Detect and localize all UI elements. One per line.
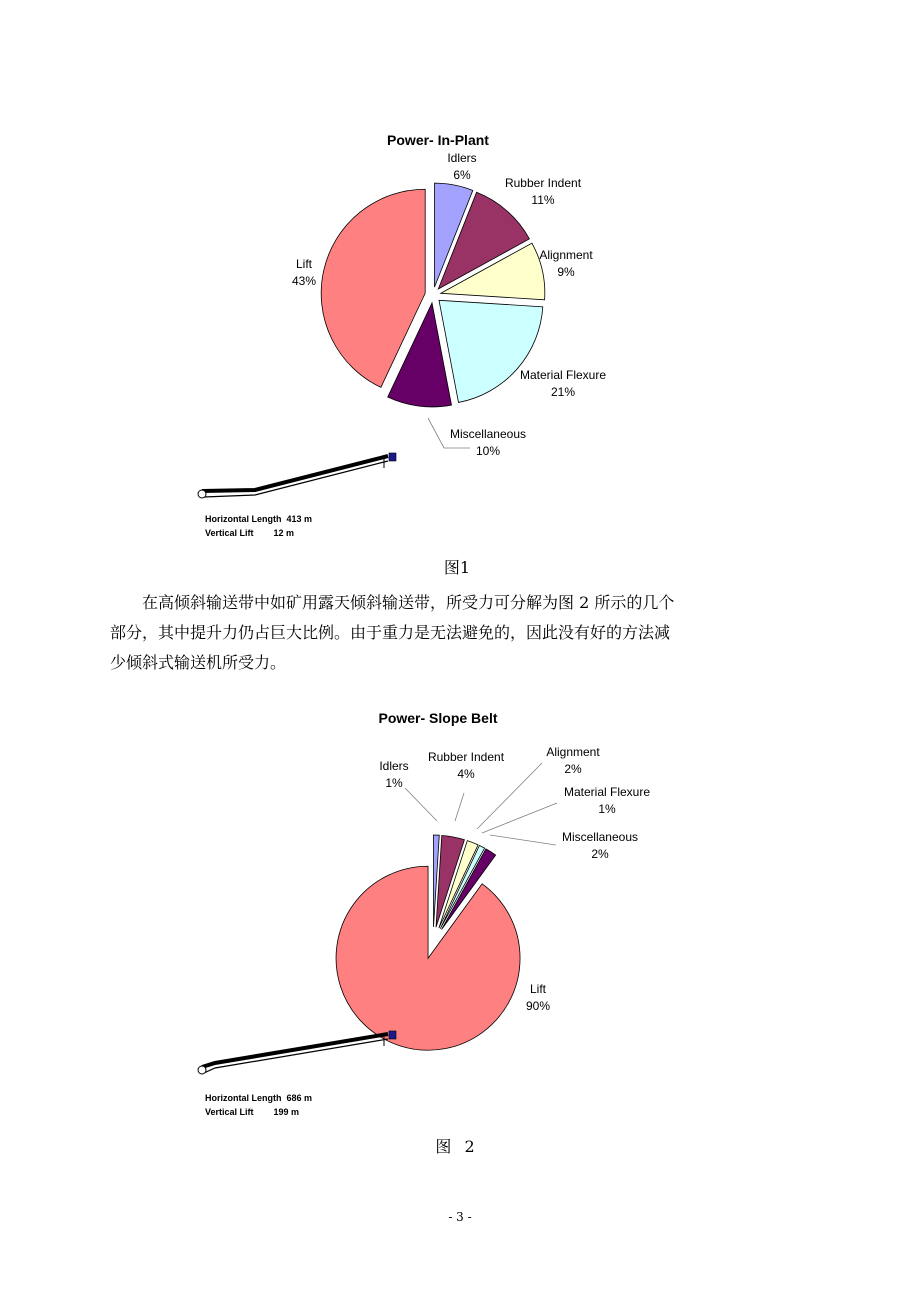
drive-unit <box>389 453 396 461</box>
slice-label: Alignment <box>546 745 600 759</box>
conveyor-belt-top <box>202 456 388 491</box>
label-leader-line <box>490 835 556 845</box>
label-leader-line <box>455 793 464 821</box>
slice-percent: 9% <box>557 265 575 279</box>
slice-percent: 4% <box>457 767 475 781</box>
label-leader-line <box>477 763 542 829</box>
slice-percent: 2% <box>564 762 582 776</box>
slice-percent: 43% <box>291 274 317 288</box>
slice-percent: 1% <box>385 776 403 790</box>
page-number: - 3 - <box>448 1210 472 1224</box>
tail-pulley <box>198 1066 206 1074</box>
slice-label: Material Flexure <box>519 368 607 382</box>
slice-label: Lift <box>295 257 313 271</box>
chart-title: Power- Slope Belt <box>378 710 498 726</box>
paragraph-line: 少倾斜式输送机所受力。 <box>110 653 287 672</box>
slice-label: Rubber Indent <box>504 176 582 190</box>
slice-percent: 2% <box>591 847 609 861</box>
conveyor-belt-top <box>202 1034 388 1067</box>
info-line: Vertical Lift 12 m <box>205 528 295 538</box>
body-paragraph <box>110 588 790 678</box>
slice-label: Idlers <box>447 151 477 165</box>
paragraph-line: 部分，其中提升力仍占巨大比例。由于重力是无法避免的，因此没有好的方法减 <box>110 623 671 642</box>
info-line: Vertical Lift 199 m <box>205 1107 300 1117</box>
slice-percent: 21% <box>550 385 576 399</box>
figure-caption: 图1 <box>443 558 471 577</box>
slice-label: Material Flexure <box>563 785 651 799</box>
conveyor-belt-return <box>204 1039 388 1073</box>
slice-percent: 6% <box>453 168 471 182</box>
slice-percent: 11% <box>531 193 555 207</box>
slice-label: Alignment <box>539 248 593 262</box>
pie-slice-material-flexure <box>439 300 543 402</box>
slice-label: Lift <box>529 982 547 996</box>
paragraph-line: 在高倾斜输送带中如矿用露天倾斜输送带，所受力可分解为图 2 所示的几个 <box>142 593 675 612</box>
conveyor-diagram <box>198 453 396 498</box>
tail-pulley <box>198 490 206 498</box>
slice-label: Miscellaneous <box>449 427 527 441</box>
info-line: Horizontal Length 413 m <box>205 514 313 524</box>
slice-percent: 1% <box>598 802 616 816</box>
slice-percent: 10% <box>475 444 501 458</box>
slice-label: Miscellaneous <box>561 830 639 844</box>
label-leader-line <box>405 788 437 821</box>
drive-unit <box>389 1031 396 1039</box>
conveyor-diagram <box>198 1031 396 1074</box>
chart-title: Power- In-Plant <box>387 132 489 148</box>
slice-percent: 90% <box>525 999 551 1013</box>
figure-caption: 图 2 <box>435 1137 479 1156</box>
slice-label: Rubber Indent <box>427 750 505 764</box>
pie-slice-lift <box>336 866 520 1050</box>
pie-chart-slope-belt <box>0 700 920 1130</box>
slice-label: Idlers <box>379 759 409 773</box>
pie-chart-in-plant <box>0 120 920 550</box>
label-leader-line <box>482 803 557 833</box>
info-line: Horizontal Length 686 m <box>205 1093 313 1103</box>
